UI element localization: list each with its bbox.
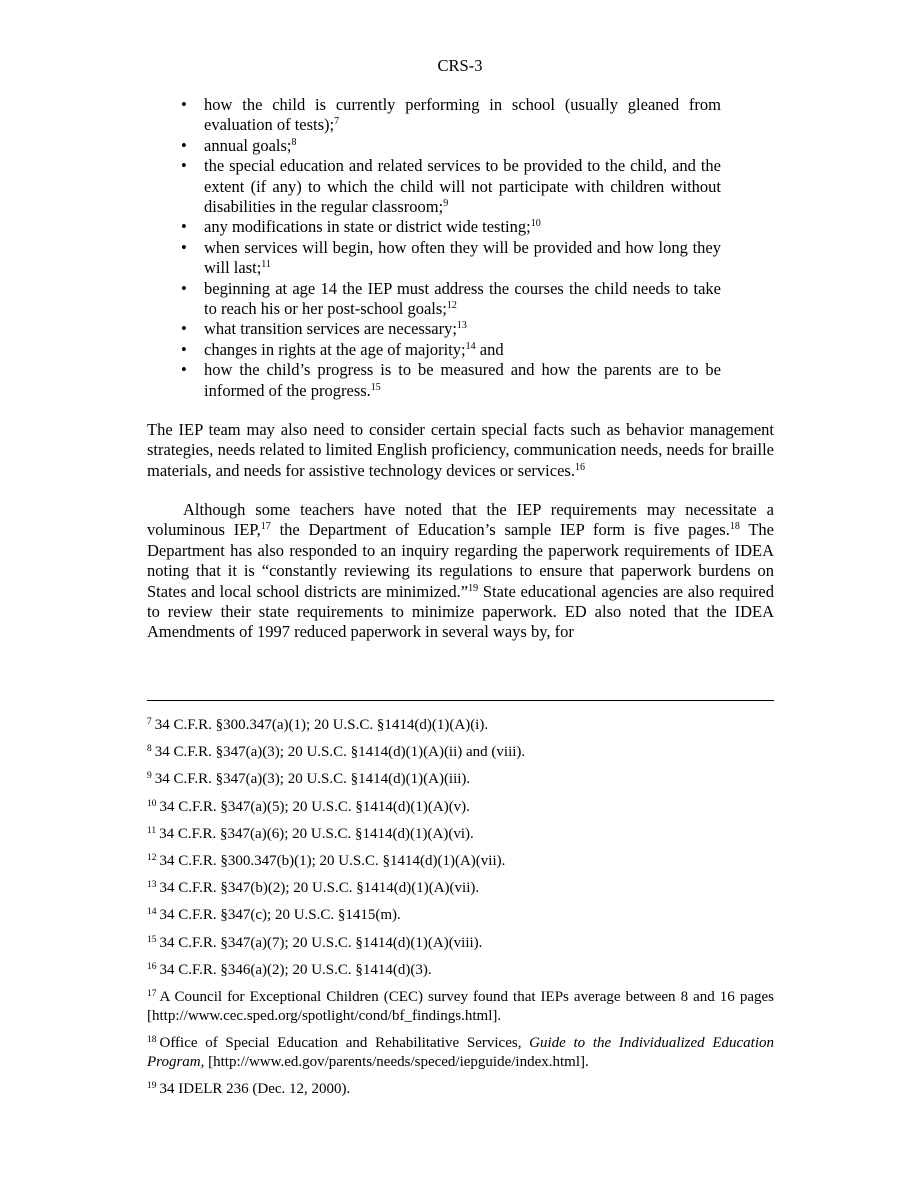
footnote-text: A Council for Exceptional Children (CEC) survey found that IEPs average between 8 and 16 pages [http://www.cec.sped.org/spotlight/cond/bf_findings.html]. — [147, 988, 774, 1024]
footnote — [147, 1034, 774, 1072]
bullet-icon: • — [181, 360, 187, 380]
body-paragraph-special-factors — [147, 420, 774, 481]
footnote-ref: 13 — [456, 320, 467, 332]
footnote — [147, 743, 774, 762]
bullet-icon: • — [181, 217, 187, 237]
footnote-text: 34 C.F.R. §347(b)(2); 20 U.S.C. §1414(d)(1)(A)(vii). — [159, 880, 480, 897]
footnote-ref: 12 — [446, 300, 457, 312]
footnote-ref: 10 — [530, 218, 541, 230]
list-item-text: what transition services are necessary; — [204, 319, 457, 339]
footnote-number: 19 — [147, 1081, 157, 1092]
paragraph-text: The IEP team may also need to consider certain special facts such as behavior management strategies, needs related to limited English proficiency, communication needs, needs for braille materials, and needs for assistive technology devices or services. — [147, 420, 774, 480]
footnote-number: 9 — [147, 771, 152, 782]
footnote-text: 34 C.F.R. §346(a)(2); 20 U.S.C. §1414(d)(3). — [159, 961, 432, 978]
list-item-text: how the child’s progress is to be measured and how the parents are to be informed of the progress. — [204, 360, 721, 400]
footnote-ref: 16 — [574, 461, 585, 473]
footnote-ref: 17 — [260, 521, 271, 533]
list-item — [181, 95, 721, 136]
footnote-text: 34 C.F.R. §300.347(b)(1); 20 U.S.C. §1414(d)(1)(A)(vii). — [159, 852, 506, 869]
page-header: CRS-3 — [437, 56, 483, 75]
bullet-icon: • — [181, 95, 187, 114]
iep-contents-list — [181, 95, 721, 401]
bullet-icon: • — [181, 237, 187, 257]
footnote-number: 18 — [147, 1035, 157, 1046]
list-item-suffix: and — [475, 339, 504, 359]
footnote — [147, 770, 774, 789]
footnote-ref: 7 — [334, 116, 340, 128]
footnote-number: 16 — [147, 961, 157, 972]
footnote-text: 34 IDELR 236 (Dec. 12, 2000). — [159, 1081, 351, 1098]
bullet-icon: • — [181, 278, 187, 298]
footnote-number: 11 — [147, 825, 157, 836]
list-item — [181, 136, 721, 156]
paragraph-text: Although some teachers have noted that the IEP requirements may necessitate a voluminous IEP, — [147, 500, 774, 540]
footnote-number: 14 — [147, 907, 157, 918]
footnote-ref: 9 — [443, 198, 449, 210]
footnote-number: 12 — [147, 852, 157, 863]
footnote — [147, 852, 774, 871]
footnote-number: 10 — [147, 798, 157, 809]
footnote — [147, 906, 774, 925]
footnotes-list — [147, 716, 774, 1107]
footnote-ref: 8 — [291, 136, 297, 148]
footnote-text: 34 C.F.R. §347(a)(3); 20 U.S.C. §1414(d)(1)(A)(iii). — [154, 771, 471, 788]
footnote-number: 7 — [147, 717, 152, 727]
footnote-text: 34 C.F.R. §347(a)(5); 20 U.S.C. §1414(d)(1)(A)(v). — [159, 798, 470, 815]
list-item — [181, 319, 721, 339]
footnote-number: 17 — [147, 988, 157, 999]
list-item-text: annual goals; — [204, 135, 292, 155]
footnote-ref: 18 — [729, 521, 740, 533]
footnote-text: , [http://www.ed.gov/parents/needs/speced/iepguide/index.html]. — [200, 1054, 589, 1071]
footnote — [147, 988, 774, 1026]
paragraph-text: State educational agencies are also required to review their state requirements to minimize paperwork. ED also noted that the IDEA Amendments of 1997 reduced paperwork in several ways by, for — [147, 581, 774, 642]
list-item — [181, 360, 721, 401]
bullet-icon: • — [181, 156, 187, 176]
footnote — [147, 825, 774, 844]
footnote-ref: 19 — [468, 582, 479, 594]
footnote-text: 34 C.F.R. §347(a)(7); 20 U.S.C. §1414(d)(1)(A)(viii). — [159, 934, 483, 951]
list-item-text: any modifications in state or district wide testing; — [204, 217, 531, 237]
paragraph-text: the Department of Education’s sample IEP form is five pages. — [270, 520, 730, 540]
footnote — [147, 934, 774, 953]
list-item-text: changes in rights at the age of majority; — [204, 339, 466, 359]
list-item-text: how the child is currently performing in school (usually gleaned from evaluation of tests); — [204, 95, 721, 135]
footnote-divider — [147, 700, 774, 701]
list-item — [181, 238, 721, 279]
footnote-ref: 14 — [465, 340, 476, 352]
footnote-text: Office of Special Education and Rehabilitative Services, — [159, 1035, 530, 1052]
list-item-text: beginning at age 14 the IEP must address the courses the child needs to take to reach his or her post-school goals; — [204, 278, 721, 319]
footnote-ref: 11 — [261, 259, 271, 271]
footnote-number: 13 — [147, 880, 157, 891]
list-item — [181, 156, 721, 217]
footnote-text: 34 C.F.R. §347(a)(6); 20 U.S.C. §1414(d)(1)(A)(vi). — [159, 825, 474, 842]
footnote-italic-title: Guide to the Individualized Education Program — [147, 1035, 774, 1071]
list-item — [181, 279, 721, 320]
footnote — [147, 1080, 774, 1099]
footnote — [147, 879, 774, 898]
footnote — [147, 716, 774, 735]
footnote-text: 34 C.F.R. §300.347(a)(1); 20 U.S.C. §1414(d)(1)(A)(i). — [154, 717, 489, 733]
bullet-icon: • — [181, 319, 187, 339]
paragraph-text: The Department has also responded to an inquiry regarding the paperwork requirements of IDEA noting that it is “constantly reviewing its regulations to ensure that paperwork burdens on States and local school districts are minimized.” — [147, 520, 774, 601]
bullet-icon: • — [181, 135, 187, 155]
footnote-ref: 15 — [370, 381, 381, 393]
list-item-text: when services will begin, how often they will be provided and how long they will last; — [204, 237, 721, 278]
footnote-text: 34 C.F.R. §347(a)(3); 20 U.S.C. §1414(d)(1)(A)(ii) and (viii). — [154, 744, 526, 761]
list-item — [181, 217, 721, 237]
footnote-number: 8 — [147, 744, 152, 755]
footnote — [147, 798, 774, 817]
list-item — [181, 340, 721, 360]
list-item-text: the special education and related services to be provided to the child, and the extent (if any) to which the child will not participate with children without disabilities in the regular classroom; — [204, 156, 721, 217]
bullet-icon: • — [181, 339, 187, 359]
footnote — [147, 961, 774, 980]
footnote-number: 15 — [147, 934, 157, 945]
footnote-text: 34 C.F.R. §347(c); 20 U.S.C. §1415(m). — [159, 907, 401, 924]
body-paragraph-paperwork — [147, 500, 774, 643]
